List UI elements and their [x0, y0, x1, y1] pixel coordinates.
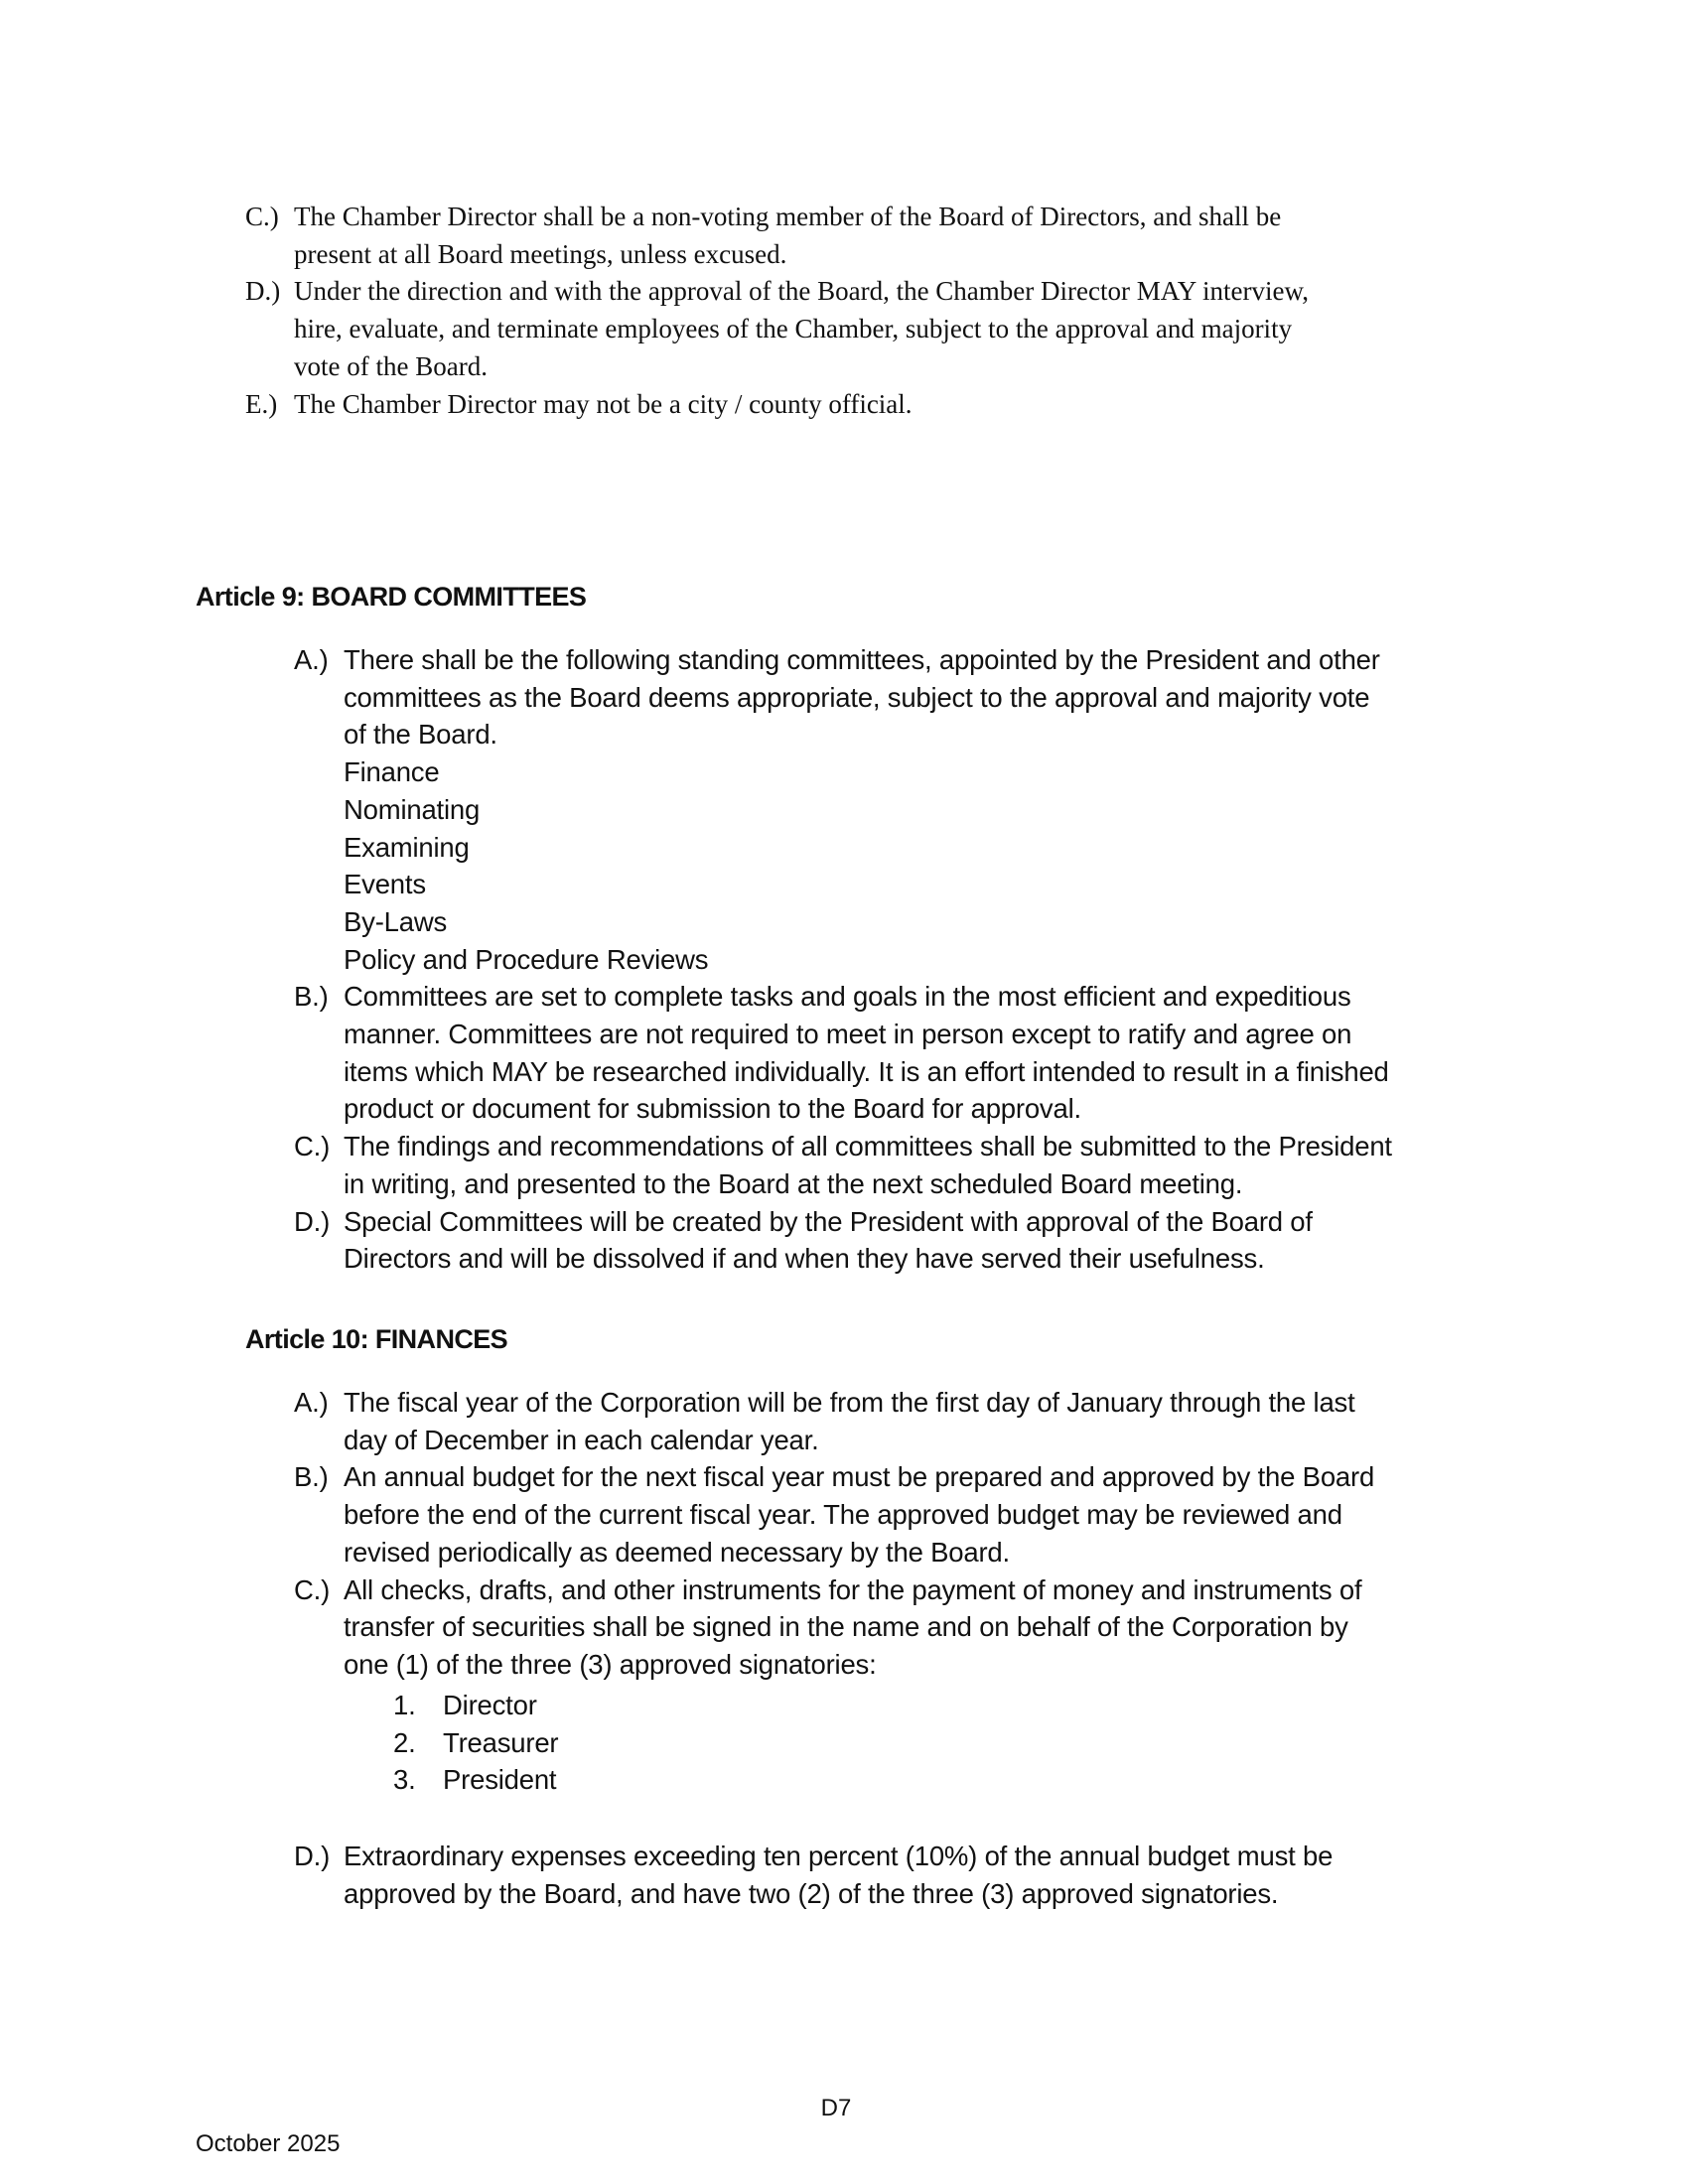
- item-text-line: There shall be the following standing committees, appointed by the President and other: [344, 644, 1380, 675]
- item-label: A.): [294, 1387, 329, 1418]
- item-text-line: An annual budget for the next fiscal year must be prepared and approved by the Board: [344, 1461, 1375, 1493]
- item-label: D.): [294, 1205, 331, 1237]
- list-item: [245, 386, 1309, 424]
- list-item: [294, 1203, 1392, 1278]
- item-text-line: Events: [344, 869, 426, 900]
- signatory-number: 3.: [393, 1764, 416, 1796]
- item-text-line: Examining: [344, 831, 470, 863]
- signatory-number: 2.: [393, 1726, 416, 1758]
- signatory-number: 1.: [393, 1690, 416, 1720]
- item-text-line: in writing, and presented to the Board at the next scheduled Board meeting.: [344, 1167, 1243, 1199]
- item-text-line: hire, evaluate, and terminate employees of the Chamber, subject to the approval and majority: [294, 314, 1293, 344]
- signatory-name: Director: [443, 1690, 537, 1720]
- list-item: [245, 273, 1309, 385]
- list-item: [294, 641, 1392, 978]
- item-text-line: All checks, drafts, and other instruments for the payment of money and instruments of: [344, 1573, 1362, 1605]
- item-label: C.): [245, 202, 279, 231]
- item-text-line: The fiscal year of the Corporation will be from the first day of January through the last: [344, 1387, 1355, 1418]
- item-text-line: Special Committees will be created by the President with approval of the Board of: [344, 1205, 1313, 1237]
- item-text-line: before the end of the current fiscal year. The approved budget may be reviewed and: [344, 1499, 1342, 1531]
- item-text-line: By-Laws: [344, 905, 448, 937]
- item-label: D.): [245, 276, 281, 307]
- article-8-continuation: [245, 199, 1309, 423]
- item-label: B.): [294, 1461, 329, 1493]
- item-label: B.): [294, 981, 329, 1013]
- list-item: [294, 1458, 1374, 1570]
- item-text-line: Under the direction and with the approval of the Board, the Chamber Director MAY interview,: [294, 276, 1309, 307]
- item-text-line: Nominating: [344, 793, 481, 825]
- item-text-line: Committees are set to complete tasks and goals in the most efficient and expeditious: [344, 981, 1351, 1013]
- item-text-line: one (1) of the three (3) approved signatories:: [344, 1648, 877, 1680]
- footer-date: October 2025: [196, 2130, 341, 2157]
- item-text-line: vote of the Board.: [294, 350, 488, 381]
- item-text-line: present at all Board meetings, unless excused.: [294, 238, 787, 269]
- article-10-item-d: [294, 1838, 1333, 1912]
- item-text-line: The Chamber Director may not be a city / county official.: [294, 388, 913, 419]
- list-item: [294, 1571, 1374, 1684]
- item-text-line: product or document for submission to the Board for approval.: [344, 1093, 1081, 1125]
- item-label: C.): [294, 1573, 331, 1605]
- list-item: [294, 978, 1392, 1128]
- item-text-line: Policy and Procedure Reviews: [344, 943, 709, 975]
- signatory-item: [393, 1687, 558, 1724]
- article-9-heading: Article 9: BOARD COMMITTEES: [196, 582, 587, 612]
- item-text-line: approved by the Board, and have two (2) of the three (3) approved signatories.: [344, 1877, 1279, 1909]
- signatory-item: [393, 1724, 558, 1762]
- page-number: D7: [820, 2095, 852, 2121]
- list-item: [294, 1128, 1392, 1202]
- item-text-line: manner. Committees are not required to meet in person except to ratify and agree on: [344, 1019, 1352, 1050]
- item-text-line: committees as the Board deems appropriate, subject to the approval and majority vote: [344, 681, 1370, 713]
- item-text-line: of the Board.: [344, 719, 497, 751]
- item-text-line: The findings and recommendations of all committees shall be submitted to the President: [344, 1131, 1392, 1162]
- item-text-line: Directors and will be dissolved if and when they have served their usefulness.: [344, 1243, 1265, 1275]
- article-10-heading: Article 10: FINANCES: [245, 1324, 508, 1354]
- article-10-items: [294, 1384, 1374, 1684]
- item-text-line: items which MAY be researched individually. It is an effort intended to result in a finished: [344, 1055, 1389, 1087]
- item-text-line: Extraordinary expenses exceeding ten percent (10%) of the annual budget must be: [344, 1841, 1334, 1871]
- article-9-items: [294, 641, 1392, 1278]
- item-label: C.): [294, 1131, 331, 1162]
- item-text-line: Finance: [344, 756, 440, 788]
- item-text-line: The Chamber Director shall be a non-voting member of the Board of Directors, and shall be: [294, 202, 1282, 231]
- item-text-line: transfer of securities shall be signed in the name and on behalf of the Corporation by: [344, 1611, 1348, 1643]
- list-item: [294, 1384, 1374, 1458]
- signatory-name: President: [443, 1764, 557, 1796]
- item-label: D.): [294, 1841, 331, 1871]
- signatory-item: [393, 1761, 558, 1799]
- item-text-line: day of December in each calendar year.: [344, 1424, 819, 1455]
- signatory-name: Treasurer: [443, 1726, 559, 1758]
- item-text-line: revised periodically as deemed necessary by the Board.: [344, 1536, 1010, 1568]
- item-label: A.): [294, 644, 329, 675]
- list-item: [245, 199, 1309, 273]
- list-item: [294, 1838, 1333, 1912]
- signatories-list: [393, 1687, 558, 1799]
- item-label: E.): [245, 388, 278, 419]
